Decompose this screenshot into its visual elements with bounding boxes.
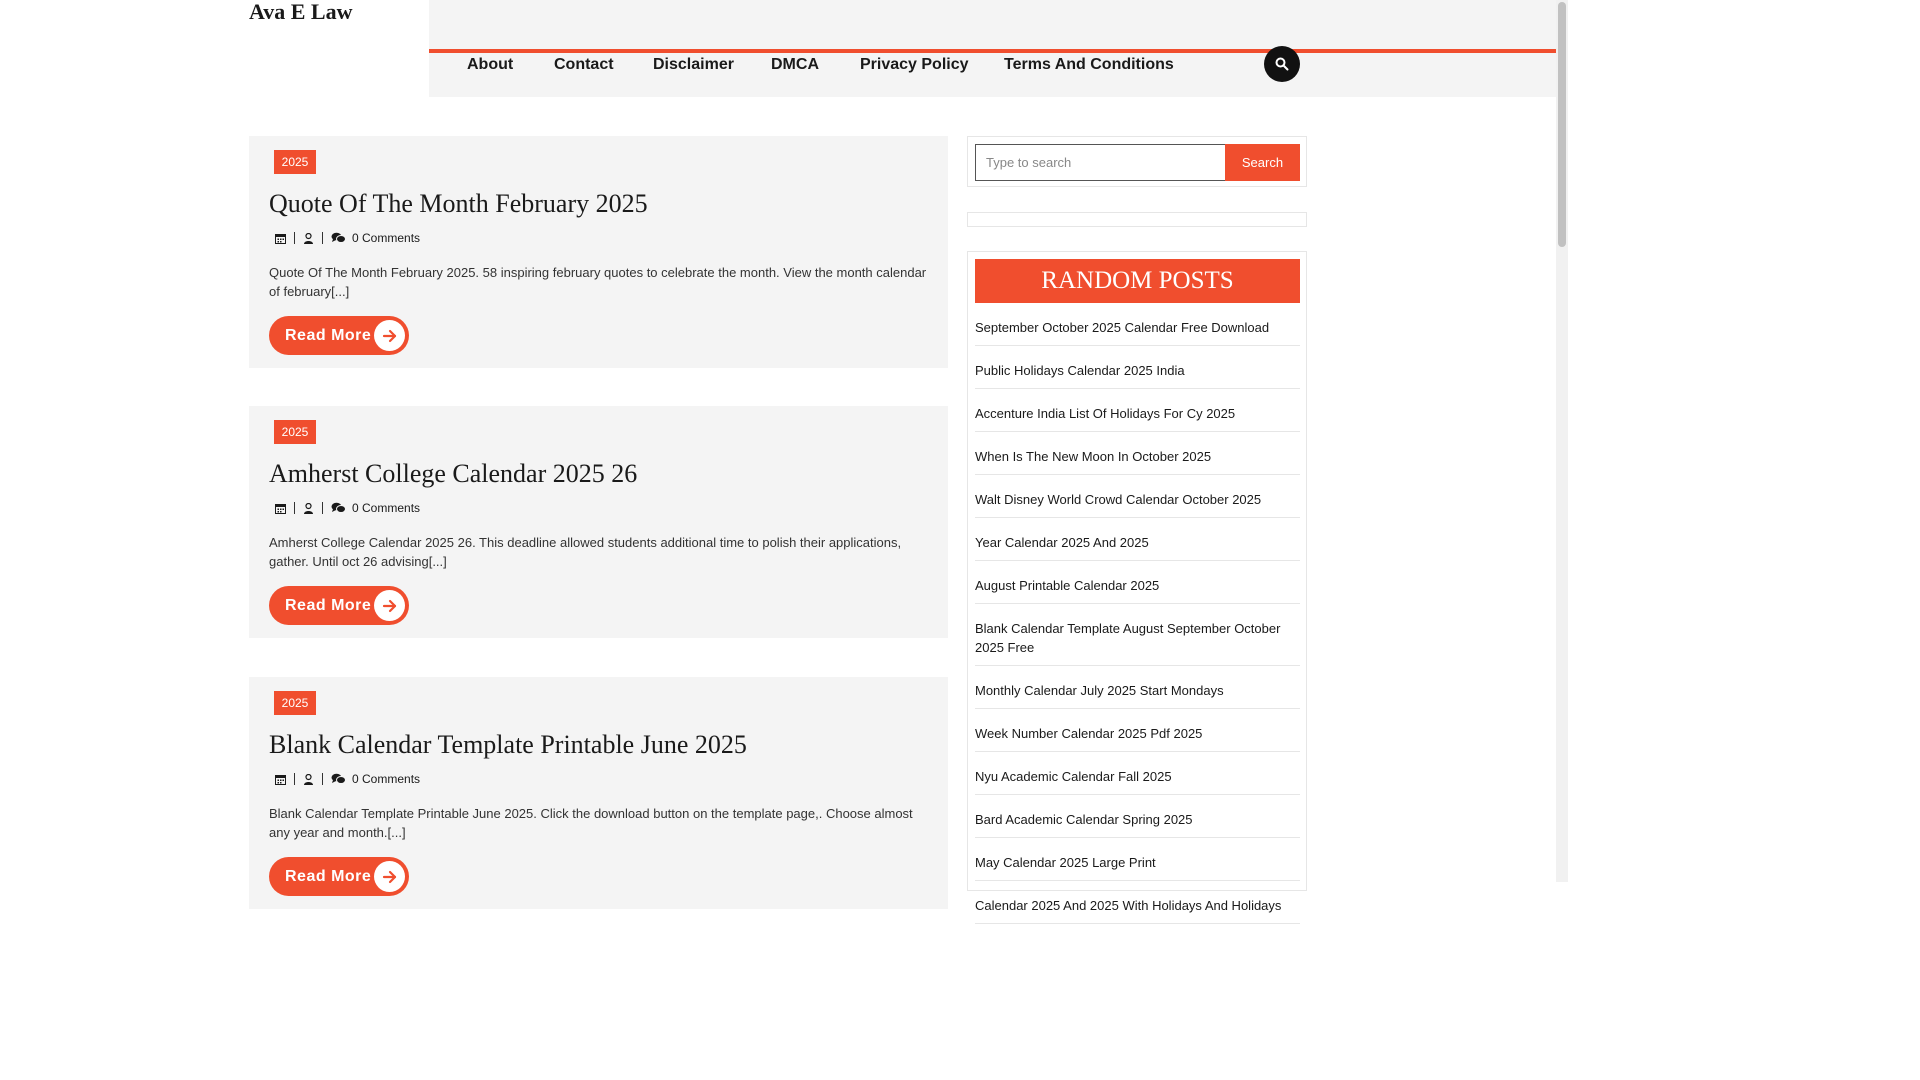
random-posts-heading: RANDOM POSTS [975,259,1300,303]
post-meta [275,771,420,787]
post-card [249,136,948,368]
meta-separator [294,502,295,514]
random-post-link[interactable]: Walt Disney World Crowd Calendar October 2025 [975,475,1300,518]
search-input[interactable] [975,144,1226,181]
nav-item-terms-and-conditions[interactable]: Terms And Conditions [1004,56,1174,73]
arrow-right-icon [374,320,405,351]
random-post-link[interactable]: Monthly Calendar July 2025 Start Mondays [975,666,1300,709]
meta-separator [322,773,323,785]
read-more-label: Read More [285,597,372,614]
post-card [249,406,948,638]
category-badge[interactable]: 2025 [274,420,316,444]
post-title[interactable]: Quote Of The Month February 2025 [269,189,648,218]
read-more-button[interactable] [269,316,409,355]
post-meta [275,500,420,516]
random-post-link[interactable]: Bard Academic Calendar Spring 2025 [975,795,1300,838]
user-icon [303,774,314,785]
random-post-link[interactable]: Public Holidays Calendar 2025 India [975,346,1300,389]
random-post-link[interactable]: Calendar 2025 And 2025 With Holidays And Holidays [975,881,1300,924]
post-meta [275,230,420,246]
category-badge[interactable]: 2025 [274,691,316,715]
read-more-button[interactable] [269,586,409,625]
user-icon [303,233,314,244]
post-title[interactable]: Blank Calendar Template Printable June 2025 [269,730,747,759]
read-more-label: Read More [285,327,372,344]
nav-item-about[interactable]: About [467,56,514,73]
random-post-link[interactable]: Nyu Academic Calendar Fall 2025 [975,752,1300,795]
comments-count[interactable]: 0 Comments [352,501,421,515]
post-card [249,677,948,909]
sidebar-search-widget [967,136,1307,187]
scrollbar-thumb[interactable] [1558,2,1566,247]
random-posts-widget [967,251,1307,913]
random-post-link[interactable]: September October 2025 Calendar Free Download [975,303,1300,346]
post-excerpt: Amherst College Calendar 2025 26. This deadline allowed students additional time to polish their applications, gather. Until oct 26 advising[...] [269,535,902,569]
random-post-link[interactable]: August Printable Calendar 2025 [975,561,1300,604]
search-icon [1275,57,1289,71]
post-excerpt: Blank Calendar Template Printable June 2025. Click the download button on the template page,. Choose almost any year and month.[...] [269,806,913,840]
arrow-right-icon [374,590,405,621]
comments-count[interactable]: 0 Comments [352,231,421,245]
meta-separator [322,502,323,514]
site-title[interactable]: Ava E Law [249,0,353,24]
nav-top-band [429,0,1556,49]
read-more-label: Read More [285,868,372,885]
main-navigation [429,0,1556,97]
random-post-link[interactable]: May Calendar 2025 Large Print [975,838,1300,881]
random-posts-list [975,303,1300,924]
nav-accent-line [429,49,1556,53]
comments-icon [331,232,346,244]
user-icon [303,503,314,514]
empty-widget [967,212,1307,227]
search-button[interactable]: Search [1225,144,1300,181]
calendar-icon [275,503,286,514]
meta-separator [294,232,295,244]
nav-item-privacy-policy[interactable]: Privacy Policy [860,56,969,73]
random-post-link[interactable]: Accenture India List Of Holidays For Cy 2025 [975,389,1300,432]
meta-separator [322,232,323,244]
arrow-right-icon [374,861,405,892]
random-post-link[interactable]: Blank Calendar Template August September October 2025 Free [975,604,1300,666]
category-badge[interactable]: 2025 [274,150,316,174]
post-excerpt: Quote Of The Month February 2025. 58 inspiring february quotes to celebrate the month. View the month calendar of february[...] [269,265,927,299]
page-scrollbar[interactable] [1556,0,1568,882]
header-search-button[interactable] [1264,46,1300,82]
nav-item-contact[interactable]: Contact [554,56,614,73]
calendar-icon [275,774,286,785]
comments-count[interactable]: 0 Comments [352,772,421,786]
random-post-link[interactable]: Year Calendar 2025 And 2025 [975,518,1300,561]
nav-item-disclaimer[interactable]: Disclaimer [653,56,734,73]
read-more-button[interactable] [269,857,409,896]
nav-item-dmca[interactable]: DMCA [771,56,819,73]
calendar-icon [275,233,286,244]
meta-separator [294,773,295,785]
comments-icon [331,502,346,514]
site-header [0,0,1556,97]
random-post-link[interactable]: When Is The New Moon In October 2025 [975,432,1300,475]
random-post-link[interactable]: Week Number Calendar 2025 Pdf 2025 [975,709,1300,752]
post-title[interactable]: Amherst College Calendar 2025 26 [269,459,638,488]
comments-icon [331,773,346,785]
